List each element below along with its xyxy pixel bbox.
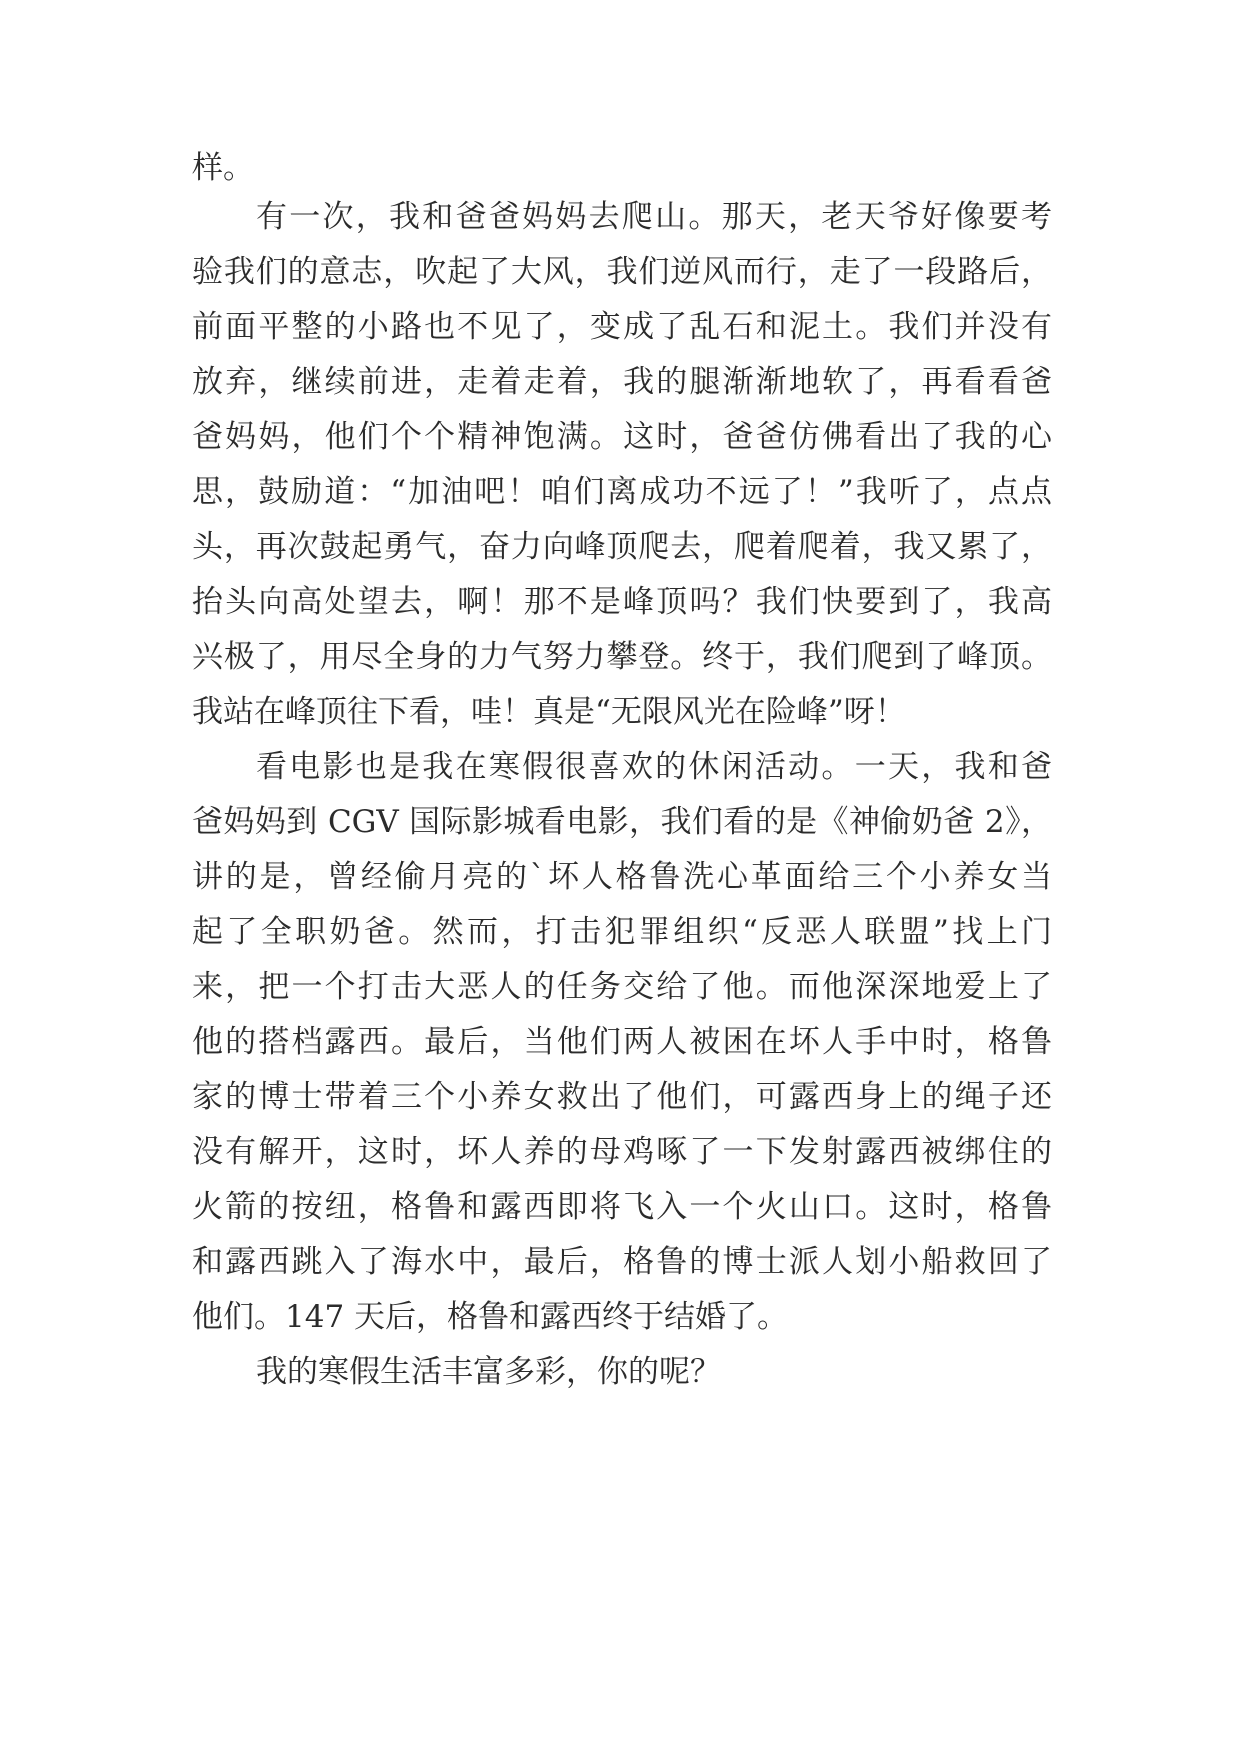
text-line: 思，鼓励道：“加油吧！咱们离成功不远了！”我听了，点点	[192, 474, 1052, 510]
text-line: 样。	[192, 150, 254, 186]
text-line: 没有解开，这时，坏人养的母鸡啄了一下发射露西被绑住的	[192, 1134, 1052, 1170]
text-line: 起了全职奶爸。然而，打击犯罪组织“反恶人联盟”找上门	[192, 914, 1052, 950]
text-line: 家的博士带着三个小养女救出了他们，可露西身上的绳子还	[192, 1079, 1052, 1115]
text-line: 兴极了，用尽全身的力气努力攀登。终于，我们爬到了峰顶。	[192, 639, 1052, 675]
paragraph-first-line: 我的寒假生活丰富多彩，你的呢？	[256, 1354, 721, 1390]
paragraph-first-line: 有一次，我和爸爸妈妈去爬山。那天，老天爷好像要考	[256, 199, 1052, 235]
text-line: 放弃，继续前进，走着走着，我的腿渐渐地软了，再看看爸	[192, 364, 1052, 400]
text-line: 抬头向高处望去，啊！那不是峰顶吗？我们快要到了，我高	[192, 584, 1052, 620]
text-line: 爸妈妈到 CGV 国际影城看电影，我们看的是《神偷奶爸 2》，	[192, 804, 1052, 840]
text-line: 我站在峰顶往下看，哇！真是“无限风光在险峰”呀！	[192, 694, 906, 730]
text-line: 验我们的意志，吹起了大风，我们逆风而行，走了一段路后，	[192, 254, 1052, 290]
text-line: 头，再次鼓起勇气，奋力向峰顶爬去，爬着爬着，我又累了，	[192, 529, 1052, 565]
text-line: 和露西跳入了海水中，最后，格鲁的博士派人划小船救回了	[192, 1244, 1052, 1280]
text-line: 爸妈妈，他们个个精神饱满。这时，爸爸仿佛看出了我的心	[192, 419, 1052, 455]
text-line: 来，把一个打击大恶人的任务交给了他。而他深深地爱上了	[192, 969, 1052, 1005]
text-line: 前面平整的小路也不见了，变成了乱石和泥土。我们并没有	[192, 309, 1052, 345]
text-line: 他们。147 天后，格鲁和露西终于结婚了。	[192, 1299, 789, 1335]
paragraph-first-line: 看电影也是我在寒假很喜欢的休闲活动。一天，我和爸	[256, 749, 1052, 785]
text-line: 讲的是，曾经偷月亮的`坏人格鲁洗心革面给三个小养女当	[192, 859, 1052, 895]
text-line: 他的搭档露西。最后，当他们两人被困在坏人手中时，格鲁	[192, 1024, 1052, 1060]
text-line: 火箭的按纽，格鲁和露西即将飞入一个火山口。这时，格鲁	[192, 1189, 1052, 1225]
